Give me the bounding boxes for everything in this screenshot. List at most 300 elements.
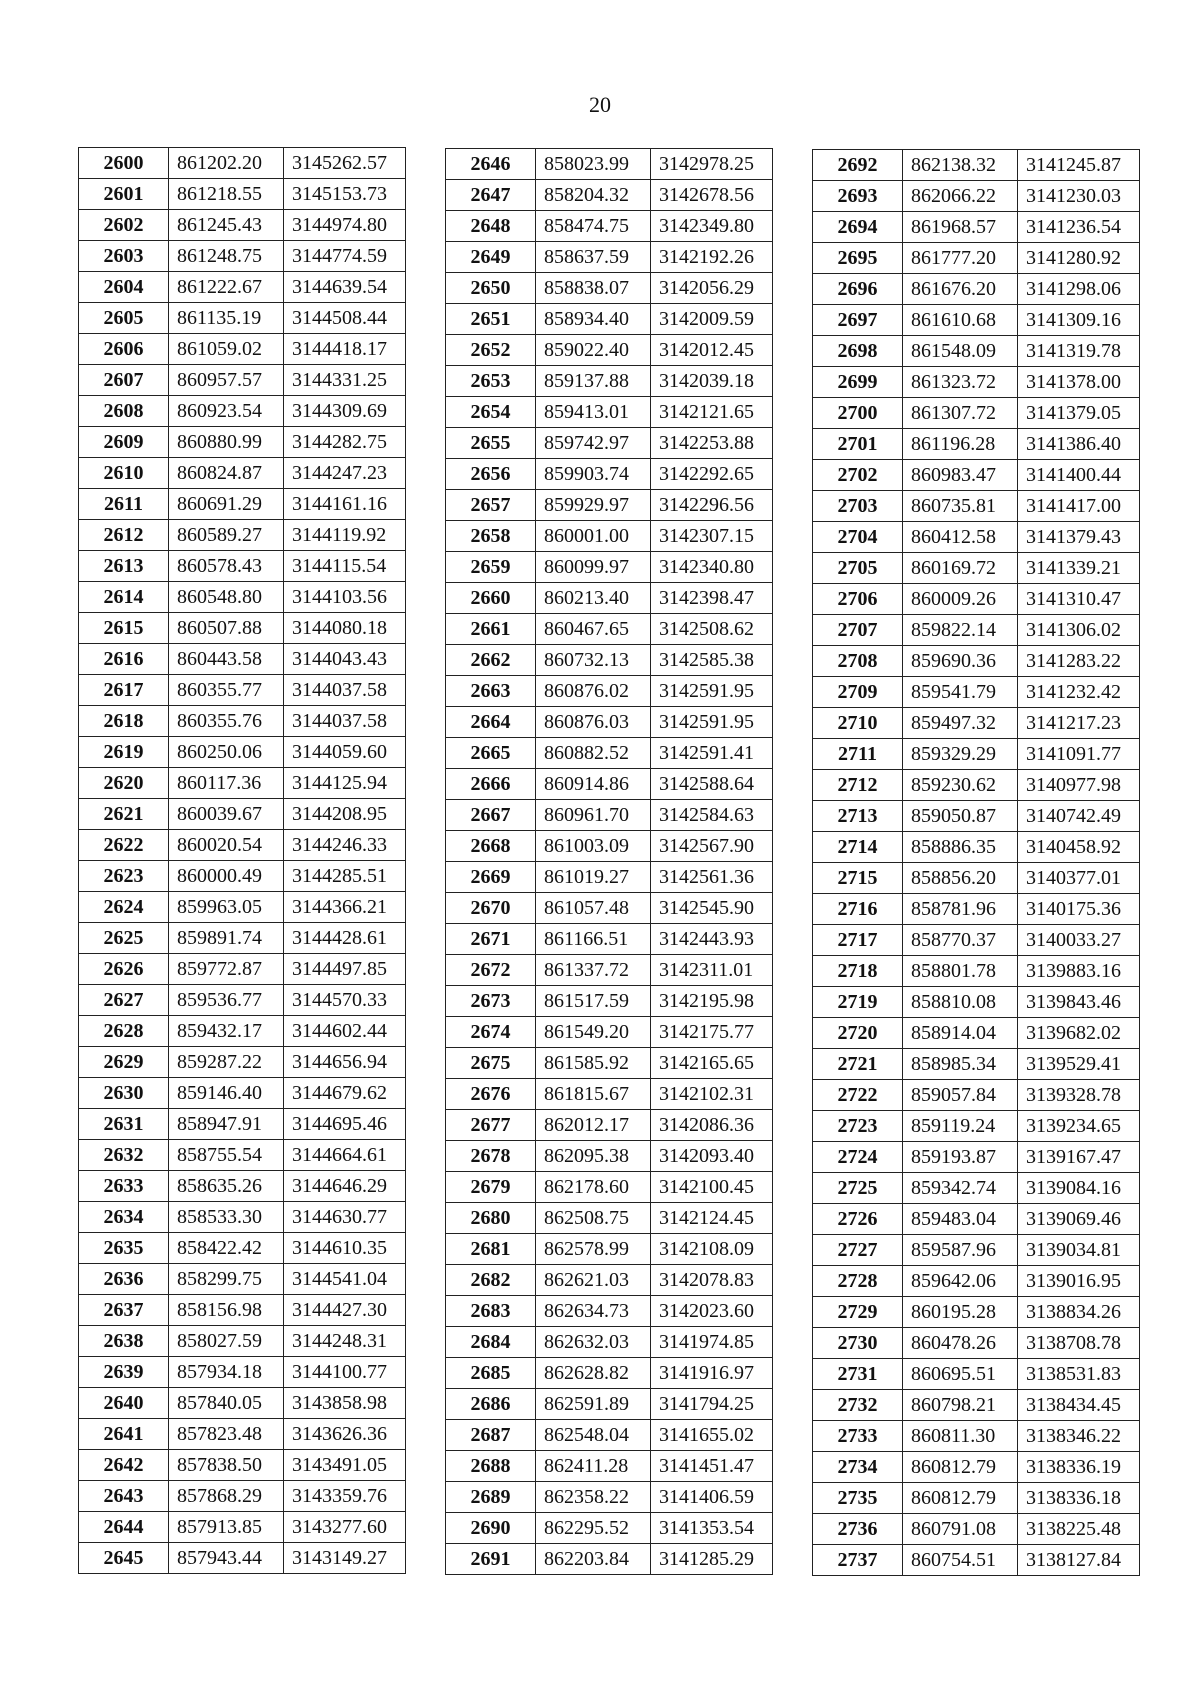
x-coordinate-cell: 859963.05 bbox=[169, 892, 284, 923]
x-coordinate-cell: 860117.36 bbox=[169, 768, 284, 799]
y-coordinate-cell: 3144541.04 bbox=[284, 1264, 406, 1295]
x-coordinate-cell: 858810.08 bbox=[903, 987, 1018, 1018]
x-coordinate-cell: 861323.72 bbox=[903, 367, 1018, 398]
x-coordinate-cell: 859193.87 bbox=[903, 1142, 1018, 1173]
x-coordinate-cell: 860412.58 bbox=[903, 522, 1018, 553]
point-number-cell: 2614 bbox=[79, 582, 169, 613]
x-coordinate-cell: 861337.72 bbox=[536, 955, 651, 986]
table-row bbox=[813, 491, 1140, 522]
point-number-cell: 2626 bbox=[79, 954, 169, 985]
point-number-cell: 2691 bbox=[446, 1544, 536, 1575]
x-coordinate-cell: 861059.02 bbox=[169, 334, 284, 365]
x-coordinate-cell: 860020.54 bbox=[169, 830, 284, 861]
point-number-cell: 2633 bbox=[79, 1171, 169, 1202]
table-row bbox=[446, 459, 773, 490]
y-coordinate-cell: 3143626.36 bbox=[284, 1419, 406, 1450]
y-coordinate-cell: 3144664.61 bbox=[284, 1140, 406, 1171]
table-row bbox=[446, 1017, 773, 1048]
point-number-cell: 2670 bbox=[446, 893, 536, 924]
x-coordinate-cell: 860732.13 bbox=[536, 645, 651, 676]
point-number-cell: 2708 bbox=[813, 646, 903, 677]
x-coordinate-cell: 860589.27 bbox=[169, 520, 284, 551]
x-coordinate-cell: 861135.19 bbox=[169, 303, 284, 334]
x-coordinate-cell: 860812.79 bbox=[903, 1452, 1018, 1483]
point-number-cell: 2637 bbox=[79, 1295, 169, 1326]
y-coordinate-cell: 3141386.40 bbox=[1018, 429, 1140, 460]
table-row bbox=[446, 645, 773, 676]
y-coordinate-cell: 3142165.65 bbox=[651, 1048, 773, 1079]
y-coordinate-cell: 3142093.40 bbox=[651, 1141, 773, 1172]
point-number-cell: 2654 bbox=[446, 397, 536, 428]
y-coordinate-cell: 3142124.45 bbox=[651, 1203, 773, 1234]
point-number-cell: 2653 bbox=[446, 366, 536, 397]
y-coordinate-cell: 3141655.02 bbox=[651, 1420, 773, 1451]
point-number-cell: 2652 bbox=[446, 335, 536, 366]
x-coordinate-cell: 860961.70 bbox=[536, 800, 651, 831]
x-coordinate-cell: 860811.30 bbox=[903, 1421, 1018, 1452]
point-number-cell: 2723 bbox=[813, 1111, 903, 1142]
point-number-cell: 2658 bbox=[446, 521, 536, 552]
table-row bbox=[446, 273, 773, 304]
point-number-cell: 2656 bbox=[446, 459, 536, 490]
table-row bbox=[813, 181, 1140, 212]
table-row bbox=[79, 1202, 406, 1233]
point-number-cell: 2665 bbox=[446, 738, 536, 769]
x-coordinate-cell: 860169.72 bbox=[903, 553, 1018, 584]
y-coordinate-cell: 3139843.46 bbox=[1018, 987, 1140, 1018]
point-number-cell: 2621 bbox=[79, 799, 169, 830]
y-coordinate-cell: 3139016.95 bbox=[1018, 1266, 1140, 1297]
y-coordinate-cell: 3141236.54 bbox=[1018, 212, 1140, 243]
y-coordinate-cell: 3141230.03 bbox=[1018, 181, 1140, 212]
table-row bbox=[813, 398, 1140, 429]
y-coordinate-cell: 3144418.17 bbox=[284, 334, 406, 365]
y-coordinate-cell: 3144161.16 bbox=[284, 489, 406, 520]
x-coordinate-cell: 858838.07 bbox=[536, 273, 651, 304]
y-coordinate-cell: 3141406.59 bbox=[651, 1482, 773, 1513]
point-number-cell: 2684 bbox=[446, 1327, 536, 1358]
point-number-cell: 2736 bbox=[813, 1514, 903, 1545]
table-row bbox=[446, 862, 773, 893]
point-number-cell: 2711 bbox=[813, 739, 903, 770]
table-row bbox=[446, 707, 773, 738]
point-number-cell: 2718 bbox=[813, 956, 903, 987]
table-row bbox=[79, 148, 406, 179]
y-coordinate-cell: 3142349.80 bbox=[651, 211, 773, 242]
x-coordinate-cell: 862632.03 bbox=[536, 1327, 651, 1358]
x-coordinate-cell: 857913.85 bbox=[169, 1512, 284, 1543]
y-coordinate-cell: 3144679.62 bbox=[284, 1078, 406, 1109]
y-coordinate-cell: 3139328.78 bbox=[1018, 1080, 1140, 1111]
table-row bbox=[79, 1047, 406, 1078]
table-row bbox=[813, 1049, 1140, 1080]
x-coordinate-cell: 862295.52 bbox=[536, 1513, 651, 1544]
table-row bbox=[446, 1296, 773, 1327]
x-coordinate-cell: 858023.99 bbox=[536, 149, 651, 180]
y-coordinate-cell: 3142012.45 bbox=[651, 335, 773, 366]
table-row bbox=[79, 706, 406, 737]
x-coordinate-cell: 860824.87 bbox=[169, 458, 284, 489]
y-coordinate-cell: 3143359.76 bbox=[284, 1481, 406, 1512]
x-coordinate-cell: 862066.22 bbox=[903, 181, 1018, 212]
x-coordinate-cell: 857868.29 bbox=[169, 1481, 284, 1512]
y-coordinate-cell: 3138225.48 bbox=[1018, 1514, 1140, 1545]
y-coordinate-cell: 3145262.57 bbox=[284, 148, 406, 179]
y-coordinate-cell: 3142398.47 bbox=[651, 583, 773, 614]
table-row bbox=[446, 490, 773, 521]
x-coordinate-cell: 859057.84 bbox=[903, 1080, 1018, 1111]
y-coordinate-cell: 3140175.36 bbox=[1018, 894, 1140, 925]
x-coordinate-cell: 860195.28 bbox=[903, 1297, 1018, 1328]
point-number-cell: 2617 bbox=[79, 675, 169, 706]
table-row bbox=[813, 150, 1140, 181]
point-number-cell: 2642 bbox=[79, 1450, 169, 1481]
y-coordinate-cell: 3142591.41 bbox=[651, 738, 773, 769]
y-coordinate-cell: 3140458.92 bbox=[1018, 832, 1140, 863]
table-row bbox=[79, 241, 406, 272]
table-row bbox=[446, 304, 773, 335]
y-coordinate-cell: 3144125.94 bbox=[284, 768, 406, 799]
x-coordinate-cell: 857943.44 bbox=[169, 1543, 284, 1574]
point-number-cell: 2657 bbox=[446, 490, 536, 521]
x-coordinate-cell: 857840.05 bbox=[169, 1388, 284, 1419]
point-number-cell: 2634 bbox=[79, 1202, 169, 1233]
y-coordinate-cell: 3141339.21 bbox=[1018, 553, 1140, 584]
table-row bbox=[813, 1204, 1140, 1235]
x-coordinate-cell: 862628.82 bbox=[536, 1358, 651, 1389]
point-number-cell: 2696 bbox=[813, 274, 903, 305]
table-row bbox=[813, 987, 1140, 1018]
table-row bbox=[813, 1018, 1140, 1049]
point-number-cell: 2692 bbox=[813, 150, 903, 181]
x-coordinate-cell: 857838.50 bbox=[169, 1450, 284, 1481]
y-coordinate-cell: 3140377.01 bbox=[1018, 863, 1140, 894]
point-number-cell: 2674 bbox=[446, 1017, 536, 1048]
table-row bbox=[79, 1481, 406, 1512]
x-coordinate-cell: 860507.88 bbox=[169, 613, 284, 644]
point-number-cell: 2602 bbox=[79, 210, 169, 241]
x-coordinate-cell: 861196.28 bbox=[903, 429, 1018, 460]
x-coordinate-cell: 861585.92 bbox=[536, 1048, 651, 1079]
x-coordinate-cell: 858914.04 bbox=[903, 1018, 1018, 1049]
point-number-cell: 2677 bbox=[446, 1110, 536, 1141]
x-coordinate-cell: 859146.40 bbox=[169, 1078, 284, 1109]
y-coordinate-cell: 3144059.60 bbox=[284, 737, 406, 768]
table-row bbox=[813, 460, 1140, 491]
point-number-cell: 2645 bbox=[79, 1543, 169, 1574]
y-coordinate-cell: 3142584.63 bbox=[651, 800, 773, 831]
point-number-cell: 2728 bbox=[813, 1266, 903, 1297]
table-row bbox=[79, 892, 406, 923]
x-coordinate-cell: 860914.86 bbox=[536, 769, 651, 800]
y-coordinate-cell: 3142591.95 bbox=[651, 707, 773, 738]
x-coordinate-cell: 858637.59 bbox=[536, 242, 651, 273]
y-coordinate-cell: 3142292.65 bbox=[651, 459, 773, 490]
y-coordinate-cell: 3141309.16 bbox=[1018, 305, 1140, 336]
point-number-cell: 2615 bbox=[79, 613, 169, 644]
x-coordinate-cell: 859587.96 bbox=[903, 1235, 1018, 1266]
y-coordinate-cell: 3141217.23 bbox=[1018, 708, 1140, 739]
y-coordinate-cell: 3141091.77 bbox=[1018, 739, 1140, 770]
x-coordinate-cell: 861003.09 bbox=[536, 831, 651, 862]
x-coordinate-cell: 861968.57 bbox=[903, 212, 1018, 243]
point-number-cell: 2603 bbox=[79, 241, 169, 272]
table-row bbox=[813, 1545, 1140, 1576]
table-row bbox=[813, 1235, 1140, 1266]
point-number-cell: 2662 bbox=[446, 645, 536, 676]
y-coordinate-cell: 3144037.58 bbox=[284, 675, 406, 706]
x-coordinate-cell: 860695.51 bbox=[903, 1359, 1018, 1390]
y-coordinate-cell: 3144103.56 bbox=[284, 582, 406, 613]
y-coordinate-cell: 3143858.98 bbox=[284, 1388, 406, 1419]
point-number-cell: 2717 bbox=[813, 925, 903, 956]
y-coordinate-cell: 3141794.25 bbox=[651, 1389, 773, 1420]
x-coordinate-cell: 860009.26 bbox=[903, 584, 1018, 615]
table-row bbox=[446, 1203, 773, 1234]
y-coordinate-cell: 3144570.33 bbox=[284, 985, 406, 1016]
y-coordinate-cell: 3139069.46 bbox=[1018, 1204, 1140, 1235]
x-coordinate-cell: 862358.22 bbox=[536, 1482, 651, 1513]
x-coordinate-cell: 860250.06 bbox=[169, 737, 284, 768]
point-number-cell: 2687 bbox=[446, 1420, 536, 1451]
table-row bbox=[79, 799, 406, 830]
table-row bbox=[79, 1450, 406, 1481]
point-number-cell: 2715 bbox=[813, 863, 903, 894]
table-row bbox=[446, 1451, 773, 1482]
y-coordinate-cell: 3144043.43 bbox=[284, 644, 406, 675]
point-number-cell: 2689 bbox=[446, 1482, 536, 1513]
y-coordinate-cell: 3138127.84 bbox=[1018, 1545, 1140, 1576]
point-number-cell: 2710 bbox=[813, 708, 903, 739]
x-coordinate-cell: 862578.99 bbox=[536, 1234, 651, 1265]
table-row bbox=[446, 1358, 773, 1389]
table-row bbox=[79, 458, 406, 489]
table-row bbox=[813, 212, 1140, 243]
y-coordinate-cell: 3139084.16 bbox=[1018, 1173, 1140, 1204]
point-number-cell: 2697 bbox=[813, 305, 903, 336]
x-coordinate-cell: 859929.97 bbox=[536, 490, 651, 521]
x-coordinate-cell: 860957.57 bbox=[169, 365, 284, 396]
table-row bbox=[813, 1359, 1140, 1390]
y-coordinate-cell: 3138531.83 bbox=[1018, 1359, 1140, 1390]
point-number-cell: 2685 bbox=[446, 1358, 536, 1389]
y-coordinate-cell: 3142192.26 bbox=[651, 242, 773, 273]
point-number-cell: 2606 bbox=[79, 334, 169, 365]
table-row bbox=[813, 1142, 1140, 1173]
y-coordinate-cell: 3144602.44 bbox=[284, 1016, 406, 1047]
point-number-cell: 2732 bbox=[813, 1390, 903, 1421]
table-row bbox=[813, 894, 1140, 925]
point-number-cell: 2660 bbox=[446, 583, 536, 614]
table-row bbox=[446, 1265, 773, 1296]
x-coordinate-cell: 859690.36 bbox=[903, 646, 1018, 677]
point-number-cell: 2636 bbox=[79, 1264, 169, 1295]
point-number-cell: 2644 bbox=[79, 1512, 169, 1543]
point-number-cell: 2625 bbox=[79, 923, 169, 954]
table-row bbox=[446, 1544, 773, 1575]
x-coordinate-cell: 860099.97 bbox=[536, 552, 651, 583]
table-row bbox=[79, 861, 406, 892]
table-row bbox=[813, 429, 1140, 460]
table-row bbox=[79, 582, 406, 613]
x-coordinate-cell: 861245.43 bbox=[169, 210, 284, 241]
y-coordinate-cell: 3144119.92 bbox=[284, 520, 406, 551]
y-coordinate-cell: 3144497.85 bbox=[284, 954, 406, 985]
table-row bbox=[446, 552, 773, 583]
y-coordinate-cell: 3141280.92 bbox=[1018, 243, 1140, 274]
y-coordinate-cell: 3141298.06 bbox=[1018, 274, 1140, 305]
x-coordinate-cell: 861549.20 bbox=[536, 1017, 651, 1048]
point-number-cell: 2688 bbox=[446, 1451, 536, 1482]
point-number-cell: 2604 bbox=[79, 272, 169, 303]
y-coordinate-cell: 3141353.54 bbox=[651, 1513, 773, 1544]
x-coordinate-cell: 858299.75 bbox=[169, 1264, 284, 1295]
x-coordinate-cell: 862621.03 bbox=[536, 1265, 651, 1296]
y-coordinate-cell: 3142561.36 bbox=[651, 862, 773, 893]
y-coordinate-cell: 3144630.77 bbox=[284, 1202, 406, 1233]
table-row bbox=[446, 149, 773, 180]
y-coordinate-cell: 3141283.22 bbox=[1018, 646, 1140, 677]
x-coordinate-cell: 860691.29 bbox=[169, 489, 284, 520]
point-number-cell: 2609 bbox=[79, 427, 169, 458]
x-coordinate-cell: 858204.32 bbox=[536, 180, 651, 211]
table-row bbox=[813, 522, 1140, 553]
y-coordinate-cell: 3141310.47 bbox=[1018, 584, 1140, 615]
point-number-cell: 2608 bbox=[79, 396, 169, 427]
x-coordinate-cell: 859137.88 bbox=[536, 366, 651, 397]
table-row bbox=[446, 1327, 773, 1358]
table-row bbox=[813, 677, 1140, 708]
x-coordinate-cell: 859432.17 bbox=[169, 1016, 284, 1047]
x-coordinate-cell: 860812.79 bbox=[903, 1483, 1018, 1514]
y-coordinate-cell: 3142023.60 bbox=[651, 1296, 773, 1327]
table-row bbox=[446, 1079, 773, 1110]
x-coordinate-cell: 862203.84 bbox=[536, 1544, 651, 1575]
x-coordinate-cell: 859742.97 bbox=[536, 428, 651, 459]
x-coordinate-cell: 862411.28 bbox=[536, 1451, 651, 1482]
y-coordinate-cell: 3142102.31 bbox=[651, 1079, 773, 1110]
y-coordinate-cell: 3138834.26 bbox=[1018, 1297, 1140, 1328]
point-number-cell: 2649 bbox=[446, 242, 536, 273]
x-coordinate-cell: 861815.67 bbox=[536, 1079, 651, 1110]
y-coordinate-cell: 3140033.27 bbox=[1018, 925, 1140, 956]
table-row bbox=[446, 893, 773, 924]
point-number-cell: 2726 bbox=[813, 1204, 903, 1235]
point-number-cell: 2638 bbox=[79, 1326, 169, 1357]
point-number-cell: 2673 bbox=[446, 986, 536, 1017]
x-coordinate-cell: 859287.22 bbox=[169, 1047, 284, 1078]
y-coordinate-cell: 3144080.18 bbox=[284, 613, 406, 644]
y-coordinate-cell: 3142340.80 bbox=[651, 552, 773, 583]
point-number-cell: 2706 bbox=[813, 584, 903, 615]
table-row bbox=[446, 1110, 773, 1141]
table-row bbox=[446, 1513, 773, 1544]
y-coordinate-cell: 3144639.54 bbox=[284, 272, 406, 303]
x-coordinate-cell: 862012.17 bbox=[536, 1110, 651, 1141]
point-number-cell: 2678 bbox=[446, 1141, 536, 1172]
point-number-cell: 2650 bbox=[446, 273, 536, 304]
point-number-cell: 2624 bbox=[79, 892, 169, 923]
table-row bbox=[79, 1233, 406, 1264]
point-number-cell: 2727 bbox=[813, 1235, 903, 1266]
x-coordinate-cell: 861548.09 bbox=[903, 336, 1018, 367]
table-row bbox=[79, 675, 406, 706]
point-number-cell: 2682 bbox=[446, 1265, 536, 1296]
x-coordinate-cell: 859483.04 bbox=[903, 1204, 1018, 1235]
y-coordinate-cell: 3142296.56 bbox=[651, 490, 773, 521]
point-number-cell: 2627 bbox=[79, 985, 169, 1016]
x-coordinate-cell: 861307.72 bbox=[903, 398, 1018, 429]
x-coordinate-cell: 857823.48 bbox=[169, 1419, 284, 1450]
table-row bbox=[813, 305, 1140, 336]
point-number-cell: 2643 bbox=[79, 1481, 169, 1512]
point-number-cell: 2705 bbox=[813, 553, 903, 584]
y-coordinate-cell: 3142591.95 bbox=[651, 676, 773, 707]
point-number-cell: 2683 bbox=[446, 1296, 536, 1327]
table-row bbox=[79, 1543, 406, 1574]
table-row bbox=[813, 367, 1140, 398]
table-row bbox=[446, 397, 773, 428]
table-row bbox=[813, 1173, 1140, 1204]
point-number-cell: 2695 bbox=[813, 243, 903, 274]
y-coordinate-cell: 3142545.90 bbox=[651, 893, 773, 924]
table-row bbox=[813, 1266, 1140, 1297]
x-coordinate-cell: 861218.55 bbox=[169, 179, 284, 210]
x-coordinate-cell: 859050.87 bbox=[903, 801, 1018, 832]
table-row bbox=[813, 770, 1140, 801]
y-coordinate-cell: 3142585.38 bbox=[651, 645, 773, 676]
point-number-cell: 2716 bbox=[813, 894, 903, 925]
point-number-cell: 2725 bbox=[813, 1173, 903, 1204]
x-coordinate-cell: 860001.00 bbox=[536, 521, 651, 552]
point-number-cell: 2663 bbox=[446, 676, 536, 707]
y-coordinate-cell: 3139529.41 bbox=[1018, 1049, 1140, 1080]
x-coordinate-cell: 860213.40 bbox=[536, 583, 651, 614]
table-row bbox=[446, 1482, 773, 1513]
x-coordinate-cell: 861166.51 bbox=[536, 924, 651, 955]
table-row bbox=[813, 708, 1140, 739]
table-row bbox=[79, 644, 406, 675]
table-row bbox=[813, 1297, 1140, 1328]
coordinate-table-2 bbox=[445, 148, 773, 1575]
table-row bbox=[813, 1452, 1140, 1483]
table-row bbox=[813, 336, 1140, 367]
x-coordinate-cell: 860876.03 bbox=[536, 707, 651, 738]
x-coordinate-cell: 859119.24 bbox=[903, 1111, 1018, 1142]
table-row bbox=[446, 1389, 773, 1420]
table-row bbox=[446, 211, 773, 242]
y-coordinate-cell: 3141916.97 bbox=[651, 1358, 773, 1389]
x-coordinate-cell: 860735.81 bbox=[903, 491, 1018, 522]
x-coordinate-cell: 861610.68 bbox=[903, 305, 1018, 336]
table-row bbox=[446, 335, 773, 366]
y-coordinate-cell: 3139034.81 bbox=[1018, 1235, 1140, 1266]
x-coordinate-cell: 860548.80 bbox=[169, 582, 284, 613]
y-coordinate-cell: 3144366.21 bbox=[284, 892, 406, 923]
x-coordinate-cell: 859822.14 bbox=[903, 615, 1018, 646]
table-row bbox=[446, 986, 773, 1017]
x-coordinate-cell: 859230.62 bbox=[903, 770, 1018, 801]
table-row bbox=[79, 551, 406, 582]
point-number-cell: 2672 bbox=[446, 955, 536, 986]
table-row bbox=[79, 1512, 406, 1543]
table-row bbox=[446, 242, 773, 273]
y-coordinate-cell: 3143491.05 bbox=[284, 1450, 406, 1481]
x-coordinate-cell: 862095.38 bbox=[536, 1141, 651, 1172]
table-row bbox=[813, 243, 1140, 274]
y-coordinate-cell: 3138434.45 bbox=[1018, 1390, 1140, 1421]
x-coordinate-cell: 859342.74 bbox=[903, 1173, 1018, 1204]
